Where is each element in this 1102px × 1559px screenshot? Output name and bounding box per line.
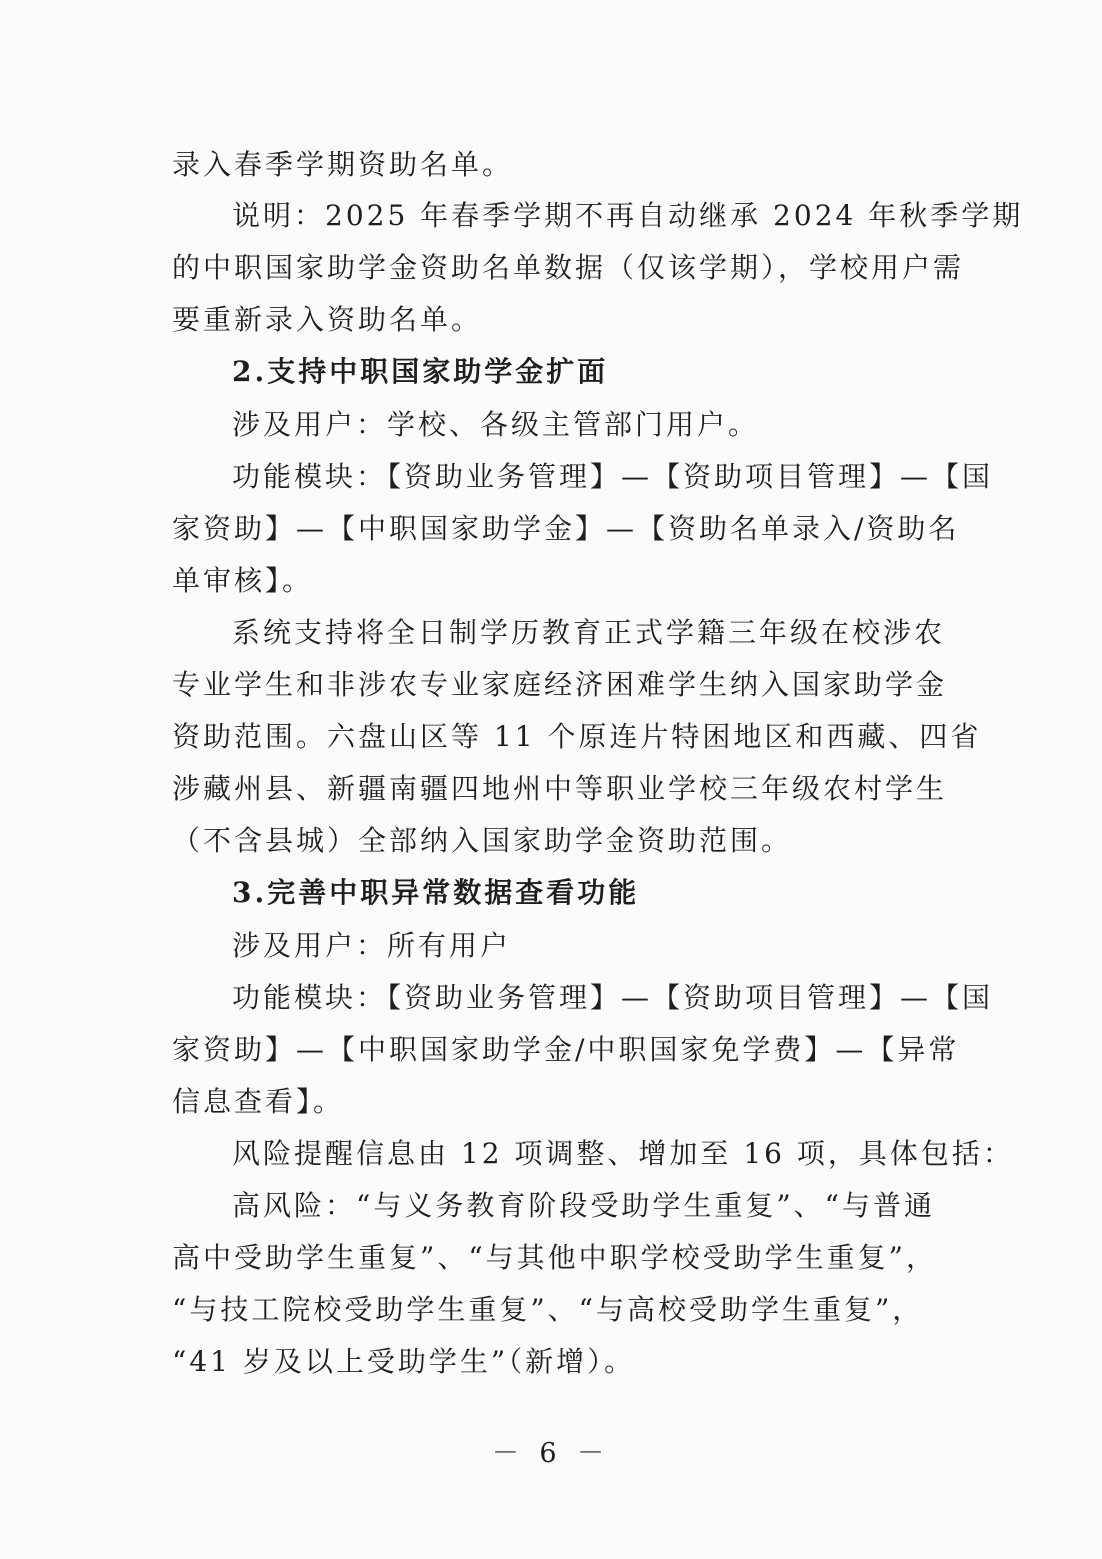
text-line: 的中职国家助学金资助名单数据（仅该学期），学校用户需: [172, 251, 965, 284]
module-line: 功能模块：【资助业务管理】—【资助项目管理】—【国: [232, 981, 994, 1014]
text-line: “41 岁及以上受助学生”（新增）。: [172, 1345, 636, 1378]
module-line: 功能模块：【资助业务管理】—【资助项目管理】—【国: [232, 460, 994, 493]
text-line: 信息查看】。: [172, 1085, 345, 1118]
text-line: 家资助】—【中职国家助学金/中职国家免学费】—【异常: [172, 1033, 960, 1066]
text-line: 家资助】—【中职国家助学金】—【资助名单录入/资助名: [172, 512, 960, 545]
text-line: 录入春季学期资助名单。: [172, 148, 514, 181]
body-paragraph: 风险提醒信息由 12 项调整、增加至 16 项，具体包括：: [232, 1137, 1014, 1170]
section-heading: 3.完善中职异常数据查看功能: [232, 876, 640, 909]
note-paragraph: 说明：2025 年春季学期不再自动继承 2024 年秋季学期: [232, 199, 1024, 232]
text-line: 涉藏州县、新疆南疆四地州中等职业学校三年级农村学生: [172, 772, 948, 805]
users-line: 涉及用户：学校、各级主管部门用户。: [232, 408, 760, 441]
text-line: （不含县城）全部纳入国家助学金资助范围。: [172, 824, 793, 857]
section-heading: 2.支持中职国家助学金扩面: [232, 355, 609, 388]
risk-paragraph: 高风险：“与义务教育阶段受助学生重复”、“与普通: [232, 1189, 935, 1222]
text-line: 专业学生和非涉农专业家庭经济困难学生纳入国家助学金: [172, 668, 948, 701]
text-line: 资助范围。六盘山区等 11 个原连片特困地区和西藏、四省: [172, 720, 982, 753]
text-line: 单审核】。: [172, 564, 314, 597]
text-line: 要重新录入资助名单。: [172, 303, 483, 336]
body-paragraph: 系统支持将全日制学历教育正式学籍三年级在校涉农: [232, 616, 946, 649]
users-line: 涉及用户：所有用户: [232, 929, 512, 962]
text-line: “与技工院校受助学生重复”、“与高校受助学生重复”，: [172, 1293, 924, 1326]
page-number: － 6 －: [491, 1438, 611, 1469]
text-line: 高中受助学生重复”、“与其他中职学校受助学生重复”，: [172, 1241, 937, 1274]
